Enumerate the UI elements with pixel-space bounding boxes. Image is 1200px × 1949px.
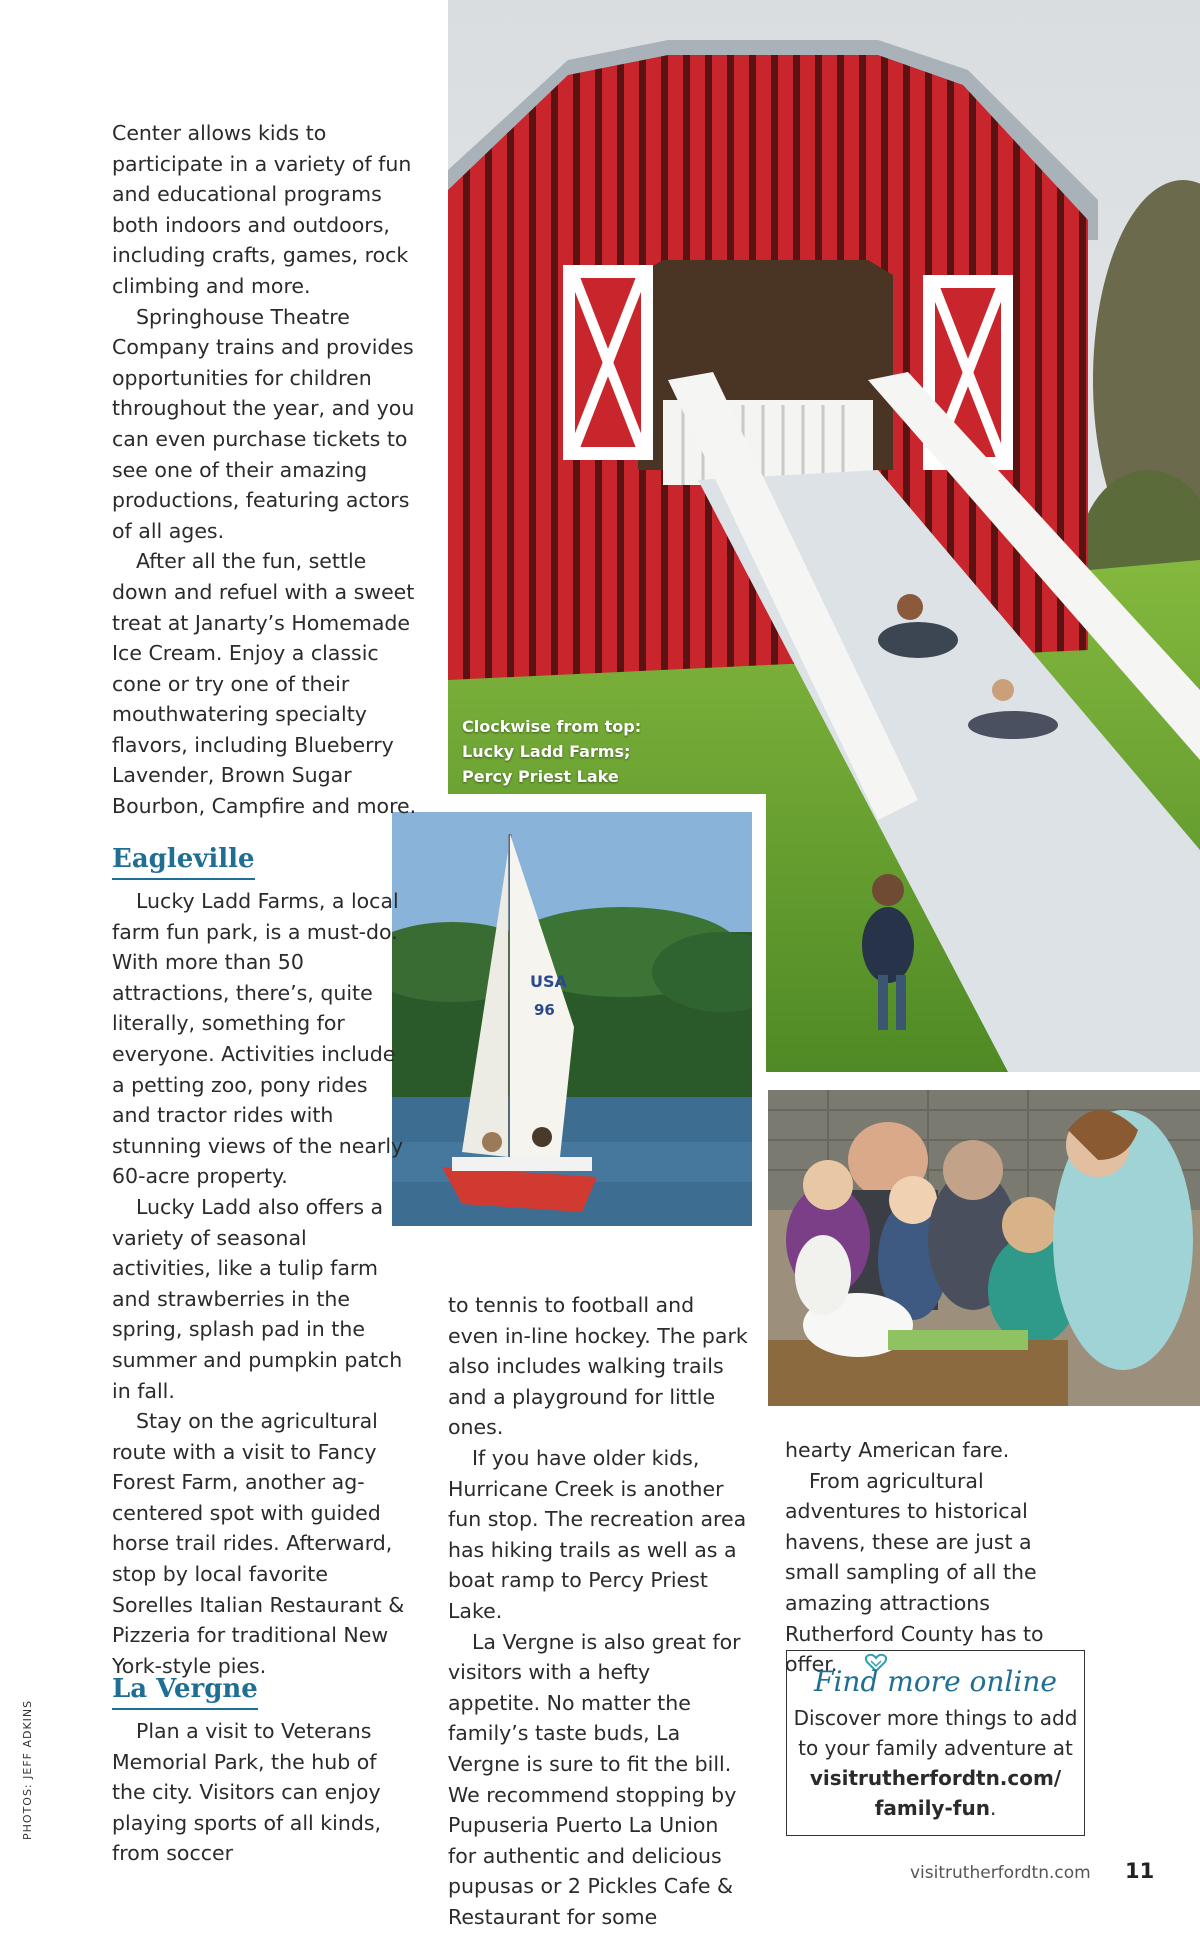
heading-la-vergne: La Vergne xyxy=(112,1672,258,1710)
paragraph-appetite: La Vergne is also great for visitors with a hefty appetite. No matter the family’s taste buds, La Vergne is sure to fit the bill. We recommend stopping by Pupuseria Puerto La Union for authentic and delicious pupusas or 2 Pickles Cafe & Restaurant for some xyxy=(448,1629,741,1929)
find-more-link[interactable]: visitrutherfordtn.com/ family-fun xyxy=(809,1766,1062,1820)
photo-caption xyxy=(462,714,662,789)
caption-line-2: Lucky Ladd Farms; xyxy=(462,742,631,761)
find-more-title: Find more online xyxy=(814,1665,1057,1698)
column-3 xyxy=(785,1435,1085,1680)
paragraph-center: Center allows kids to participate in a variety of fun and educational programs both indoors and outdoors, including crafts, games, rock climbing and more. xyxy=(112,121,412,298)
paragraph-seasonal: Lucky Ladd also offers a variety of seasonal activities, like a tulip farm and strawberries in the spring, splash pad in the summer and pumpkin patch in fall. xyxy=(112,1194,403,1403)
column-1-lavergne xyxy=(112,1672,412,1869)
find-more-text: Discover more things to add to your family adventure at xyxy=(793,1706,1078,1760)
petting-zoo-photo xyxy=(768,1090,1200,1406)
sail-number-mark: 96 xyxy=(534,1001,555,1019)
caption-line-3: Percy Priest Lake xyxy=(462,767,619,786)
sailboat-photo xyxy=(386,794,766,1268)
find-more-period: . xyxy=(989,1796,997,1820)
heading-eagleville: Eagleville xyxy=(112,842,255,880)
paragraph-janartys: After all the fun, settle down and refuel with a sweet treat at Janarty’s Homemade Ice Cream. Enjoy a classic cone or try one of their mouthwatering specialty flavors, including Blueberry Lavender, Brown Sugar Bourbon, Campfire and more. xyxy=(112,549,417,819)
caption-line-1: Clockwise from top: xyxy=(462,717,642,736)
page-number: 11 xyxy=(1125,1859,1155,1883)
paragraph-american-fare: hearty American fare. xyxy=(785,1438,1010,1462)
paragraph-lucky-ladd: Lucky Ladd Farms, a local farm fun park, is a must-do. With more than 50 attractions, there’s, quite literally, something for everyone. Activities include a petting zoo, pony rides and tractor rides with stunning views of the nearly 60-acre property. xyxy=(112,889,404,1189)
column-1-eagleville xyxy=(112,842,412,1681)
find-more-box xyxy=(786,1650,1085,1836)
column-2 xyxy=(448,1290,748,1932)
closing-text: From agricultural adventures to historical havens, these are just a small sampling of all the amazing attractions Rutherford County has to offer. xyxy=(785,1468,1044,1677)
photo-credit: PHOTOS: JEFF ADKINS xyxy=(21,1699,34,1840)
paragraph-springhouse: Springhouse Theatre Company trains and provides opportunities for children throughout the year, and you can even purchase tickets to see one of their amazing productions, featuring actors of all ages. xyxy=(112,304,415,543)
paragraph-veterans-park: Plan a visit to Veterans Memorial Park, the hub of the city. Visitors can enjoy playing sports of all kinds, from soccer xyxy=(112,1719,382,1866)
column-1-top xyxy=(112,118,428,822)
sail-country-mark: USA xyxy=(530,972,567,991)
paragraph-closing xyxy=(785,1466,1085,1681)
paragraph-tennis: to tennis to football and even in-line hockey. The park also includes walking trails and a playground for little ones. xyxy=(448,1293,748,1440)
paragraph-hurricane-creek: If you have older kids, Hurricane Creek is another fun stop. The recreation area has hiking trails as well as a boat ramp to Percy Priest Lake. xyxy=(448,1445,747,1623)
paragraph-fancy-forest: Stay on the agricultural route with a visit to Fancy Forest Farm, another ag-centered spot with guided horse trail rides. Afterward, stop by local favorite Sorelles Italian Restaurant & Pizzeria for traditional New York-style pies. xyxy=(112,1409,405,1678)
footer-url[interactable]: visitrutherfordtn.com xyxy=(910,1863,1091,1883)
